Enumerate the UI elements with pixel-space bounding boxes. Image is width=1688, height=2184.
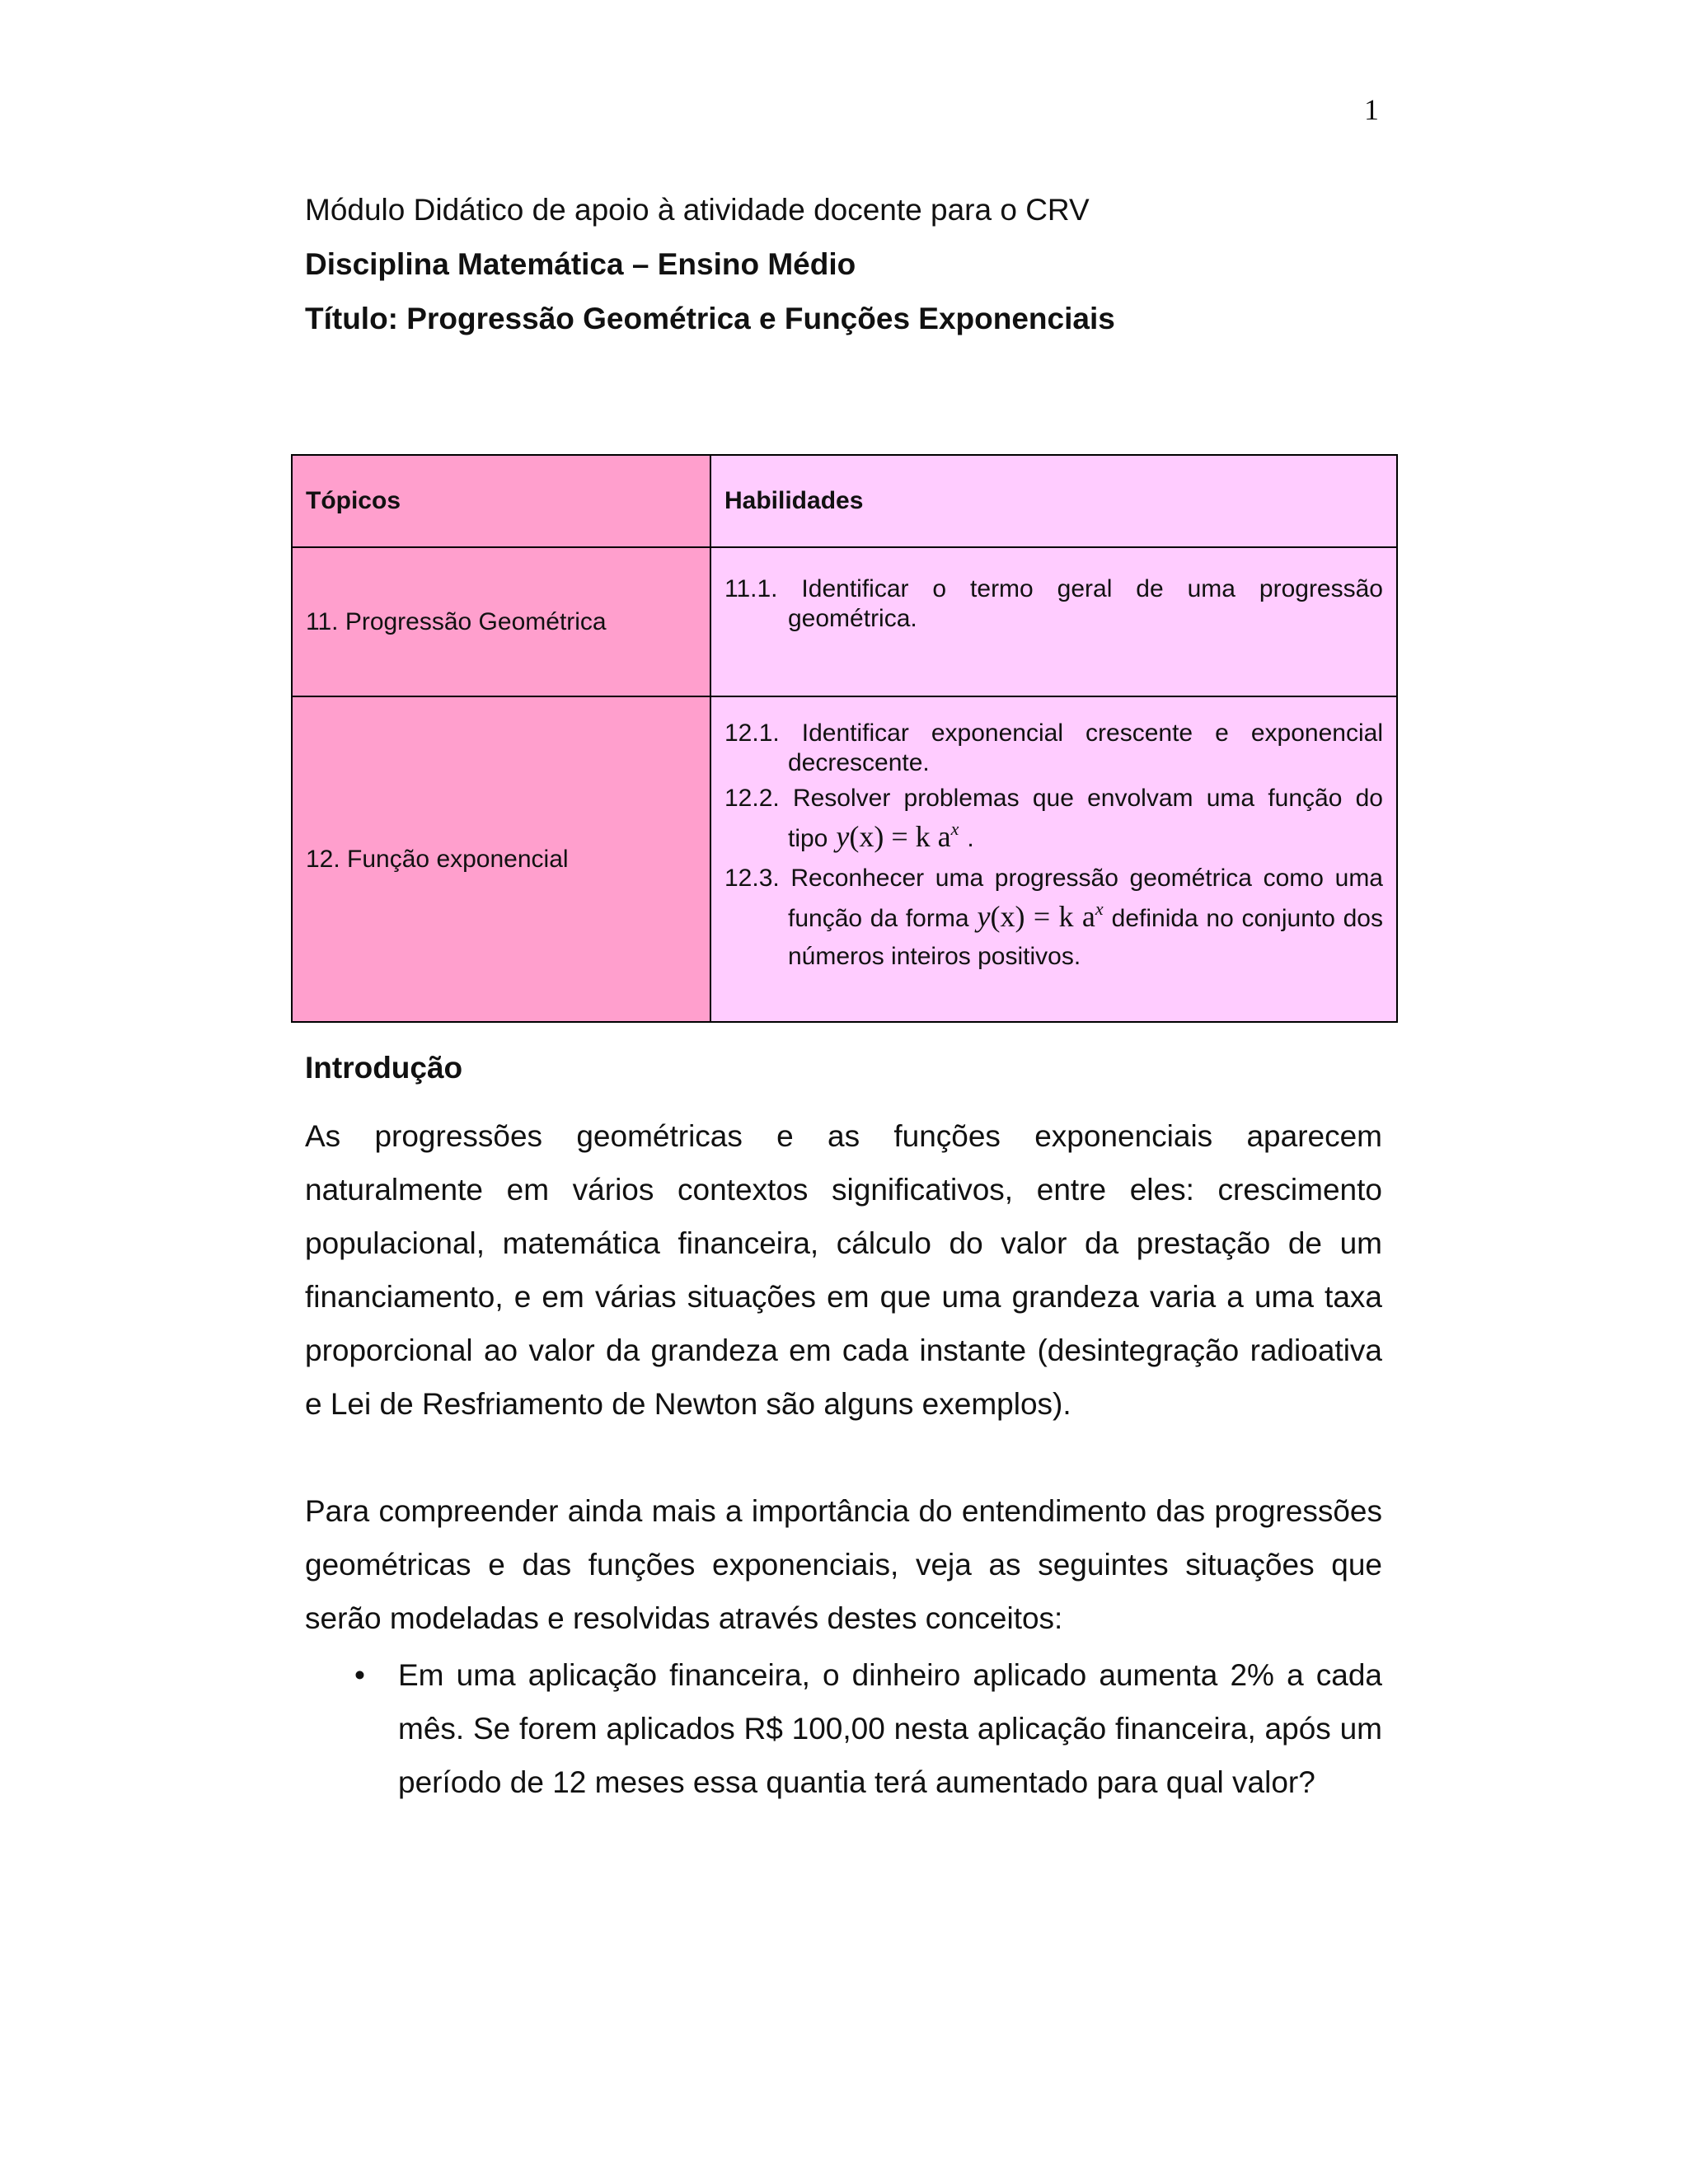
introduction-heading: Introdução — [305, 1051, 463, 1085]
exponential-formula — [978, 900, 1104, 933]
document-title: Título: Progressão Geométrica e Funções Exponenciais — [305, 302, 1115, 335]
bullet-icon: • — [354, 1658, 365, 1692]
formula-exponent: x — [950, 818, 959, 839]
skill-item: 11.1. Identificar o termo geral de uma progressão geométrica. — [724, 575, 1383, 632]
topic-cell: 12. Função exponencial — [292, 696, 710, 1022]
discipline-title: Disciplina Matemática – Ensino Médio — [305, 247, 856, 281]
skill-item — [724, 860, 1383, 976]
list-item — [305, 1648, 1382, 1809]
situation-list — [305, 1648, 1382, 1809]
skills-cell — [710, 696, 1397, 1022]
skills-header: Habilidades — [710, 455, 1397, 547]
skill-text: 12.3. Reconhecer uma progressão geométrica como uma função da forma — [724, 865, 1383, 932]
table-row — [292, 547, 1397, 696]
intro-paragraph: Para compreender ainda mais a importância do entendimento das progressões geométricas e das funções exponenciais, veja as seguintes situações que serão modeladas e resolvidas através destes conceitos: — [305, 1494, 1382, 1635]
skill-item — [724, 780, 1383, 858]
table-header-row — [292, 455, 1397, 547]
formula-y: y — [977, 900, 991, 933]
document-header — [305, 183, 1385, 346]
formula-body: (x) = k a — [849, 820, 951, 853]
skill-text: definida no conjunto dos números inteiros positivos. — [788, 905, 1383, 970]
skill-text: . — [967, 825, 974, 852]
skill-text: 12.2. Resolver problemas que envolvam uma função do tipo — [724, 785, 1383, 852]
intro-paragraph: As progressões geométricas e as funções exponenciais aparecem naturalmente em vários contextos significativos, entre eles: crescimento populacional, matemática financeira, cálculo do valor da prestação de um financiamento, e em várias situações em que uma grandeza varia a uma taxa proporcional ao valor da grandeza em cada instante (desintegração radioativa e Lei de Resfriamento de Newton são alguns exemplos). — [305, 1119, 1382, 1421]
topic-cell: 11. Progressão Geométrica — [292, 547, 710, 696]
topics-skills-table — [291, 454, 1398, 1023]
formula-y: y — [836, 820, 850, 853]
page-number: 1 — [1364, 93, 1379, 126]
exponential-formula — [836, 820, 959, 853]
formula-exponent: x — [1095, 898, 1104, 919]
module-title: Módulo Didático de apoio à atividade docente para o CRV — [305, 193, 1090, 227]
skills-cell — [710, 547, 1397, 696]
topics-header: Tópicos — [292, 455, 710, 547]
formula-body: (x) = k a — [990, 900, 1095, 933]
table-row — [292, 696, 1397, 1022]
list-item-text: Em uma aplicação financeira, o dinheiro aplicado aumenta 2% a cada mês. Se forem aplicados R$ 100,00 nesta aplicação financeira, após um período de 12 meses essa quantia terá aumentado para qual valor? — [398, 1658, 1382, 1799]
skill-item: 12.1. Identificar exponencial crescente e exponencial decrescente. — [724, 719, 1383, 776]
